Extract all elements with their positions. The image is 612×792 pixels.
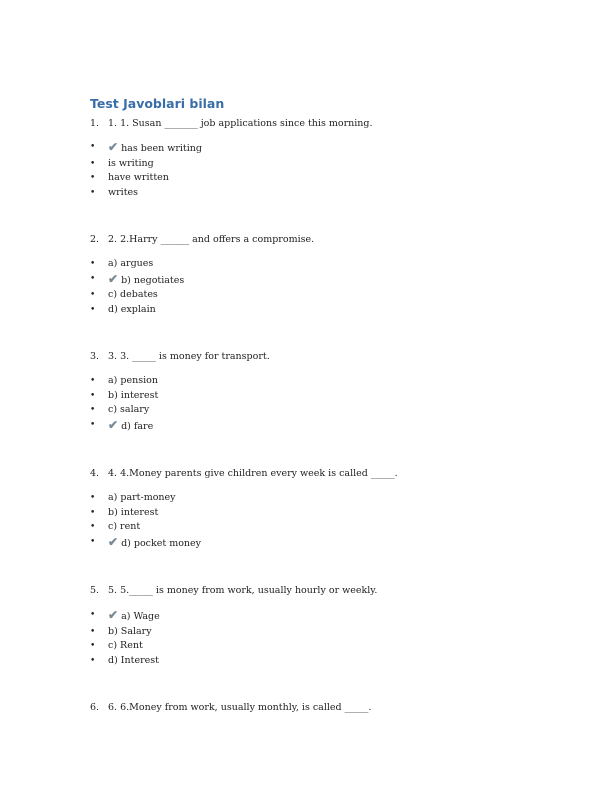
option-text: d) explain bbox=[108, 303, 156, 315]
option-item bbox=[90, 654, 160, 669]
option-item bbox=[90, 257, 184, 272]
option-item bbox=[90, 608, 160, 625]
question-text: 6. 6.Money from work, usually monthly, is called _____. bbox=[108, 702, 372, 713]
option-text: a) argues bbox=[108, 258, 154, 269]
bullet-icon: • bbox=[90, 142, 96, 152]
checkmark-icon: ✔ bbox=[108, 417, 119, 432]
question-text: 5. 5._____ is money from work, usually hourly or weekly. bbox=[108, 585, 378, 596]
option-text: d) Interest bbox=[108, 654, 159, 666]
option-item bbox=[90, 535, 201, 552]
option-text: is writing bbox=[108, 157, 154, 169]
question-4 bbox=[90, 467, 398, 480]
question-text: 3. 3. _____ is money for transport. bbox=[108, 351, 270, 362]
option-list bbox=[90, 140, 202, 200]
option-text: b) interest bbox=[108, 389, 159, 401]
question-number: 6. bbox=[90, 702, 100, 713]
option-list bbox=[90, 491, 201, 551]
question-6 bbox=[90, 701, 371, 714]
question-2 bbox=[90, 233, 314, 246]
bullet-icon: • bbox=[90, 173, 96, 184]
bullet-icon: • bbox=[90, 158, 96, 169]
bullet-icon: • bbox=[90, 641, 96, 652]
option-item bbox=[90, 157, 202, 172]
bullet-icon: • bbox=[90, 536, 96, 547]
bullet-icon: • bbox=[90, 419, 96, 430]
option-item bbox=[90, 272, 184, 289]
bullet-icon: • bbox=[90, 610, 96, 620]
bullet-icon: • bbox=[90, 304, 96, 315]
option-text: a) pension bbox=[108, 375, 158, 386]
option-text: b) interest bbox=[108, 506, 159, 518]
option-text: a) part-money bbox=[108, 492, 176, 503]
question-number: 5. bbox=[90, 585, 100, 596]
option-item bbox=[90, 418, 158, 435]
option-item bbox=[90, 288, 184, 303]
option-list bbox=[90, 608, 160, 668]
bullet-icon: • bbox=[90, 390, 96, 401]
option-item bbox=[90, 403, 158, 418]
question-number: 2. bbox=[90, 234, 100, 245]
question-text: 4. 4.Money parents give children every week is called _____. bbox=[108, 468, 398, 479]
bullet-icon: • bbox=[90, 405, 96, 416]
option-list bbox=[90, 374, 158, 434]
option-text: c) Rent bbox=[108, 640, 143, 652]
question-text: 1. 1. Susan _______ job applications since this morning. bbox=[108, 118, 373, 129]
option-text: c) debates bbox=[108, 289, 158, 301]
bullet-icon: • bbox=[90, 507, 96, 518]
bullet-icon: • bbox=[90, 187, 96, 198]
bullet-icon: • bbox=[90, 376, 96, 386]
option-list bbox=[90, 257, 184, 317]
bullet-icon: • bbox=[90, 493, 96, 503]
bullet-icon: • bbox=[90, 626, 96, 637]
option-text: b) Salary bbox=[108, 625, 152, 637]
option-item bbox=[90, 171, 202, 186]
bullet-icon: • bbox=[90, 522, 96, 533]
option-item bbox=[90, 625, 160, 640]
checkmark-icon: ✔ bbox=[108, 608, 119, 622]
option-item bbox=[90, 303, 184, 318]
question-number: 4. bbox=[90, 468, 100, 479]
bullet-icon: • bbox=[90, 655, 96, 666]
option-text: have written bbox=[108, 172, 169, 184]
question-number: 1. bbox=[90, 118, 100, 129]
checkmark-icon: ✔ bbox=[108, 140, 119, 154]
document-title: Test Javoblari bilan bbox=[90, 96, 225, 111]
option-item bbox=[90, 389, 158, 404]
question-number: 3. bbox=[90, 351, 100, 362]
option-text: d) fare bbox=[121, 420, 154, 432]
option-text: b) negotiates bbox=[121, 274, 185, 286]
option-item bbox=[90, 374, 158, 389]
checkmark-icon: ✔ bbox=[108, 534, 119, 549]
option-text: c) rent bbox=[108, 521, 141, 533]
option-item bbox=[90, 520, 201, 535]
option-item bbox=[90, 639, 160, 654]
option-item bbox=[90, 186, 202, 201]
option-text: d) pocket money bbox=[121, 537, 202, 549]
question-5 bbox=[90, 584, 377, 597]
option-item bbox=[90, 140, 202, 157]
option-text: c) salary bbox=[108, 404, 150, 416]
option-item bbox=[90, 491, 201, 506]
question-text: 2. 2.Harry ______ and offers a compromise. bbox=[108, 234, 315, 245]
bullet-icon: • bbox=[90, 273, 96, 284]
bullet-icon: • bbox=[90, 259, 96, 269]
question-1 bbox=[90, 117, 373, 130]
bullet-icon: • bbox=[90, 290, 96, 301]
option-item bbox=[90, 506, 201, 521]
option-text: writes bbox=[108, 186, 139, 198]
option-text: a) Wage bbox=[121, 611, 160, 622]
checkmark-icon: ✔ bbox=[108, 271, 119, 286]
option-text: has been writing bbox=[121, 143, 202, 154]
question-3 bbox=[90, 350, 270, 363]
